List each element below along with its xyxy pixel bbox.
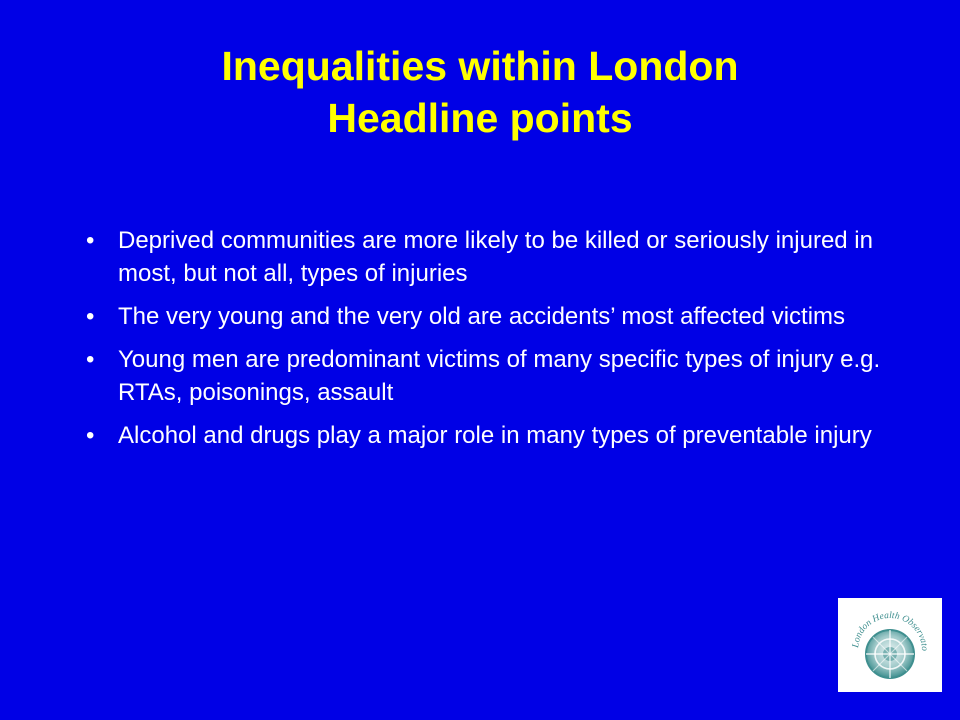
bullet-item [86,300,886,333]
bullet-item [86,419,886,452]
bullet-dot: • [86,346,95,373]
bullet-dot: • [86,227,95,254]
slide-title [0,40,960,144]
bullet-item [86,224,886,290]
bullet-text: Alcohol and drugs play a major role in many types of preventable injury [118,422,872,449]
observatory-dome-icon [838,598,942,692]
title-line-2: Headline points [327,95,633,141]
logo-text: London Health Observato [851,610,930,652]
bullet-text: Young men are predominant victims of many specific types of injury e.g. RTAs, poisonings, assault [118,346,881,406]
bullet-dot: • [86,303,95,330]
bullet-list [86,224,886,462]
bullet-item [86,343,886,409]
bullet-text: The very young and the very old are accidents’ most affected victims [118,303,846,330]
london-health-observatory-logo [838,598,942,692]
title-line-1: Inequalities within London [221,43,739,89]
bullet-dot: • [86,422,95,449]
bullet-text: Deprived communities are more likely to be killed or seriously injured in most, but not all, types of injuries [118,227,873,287]
